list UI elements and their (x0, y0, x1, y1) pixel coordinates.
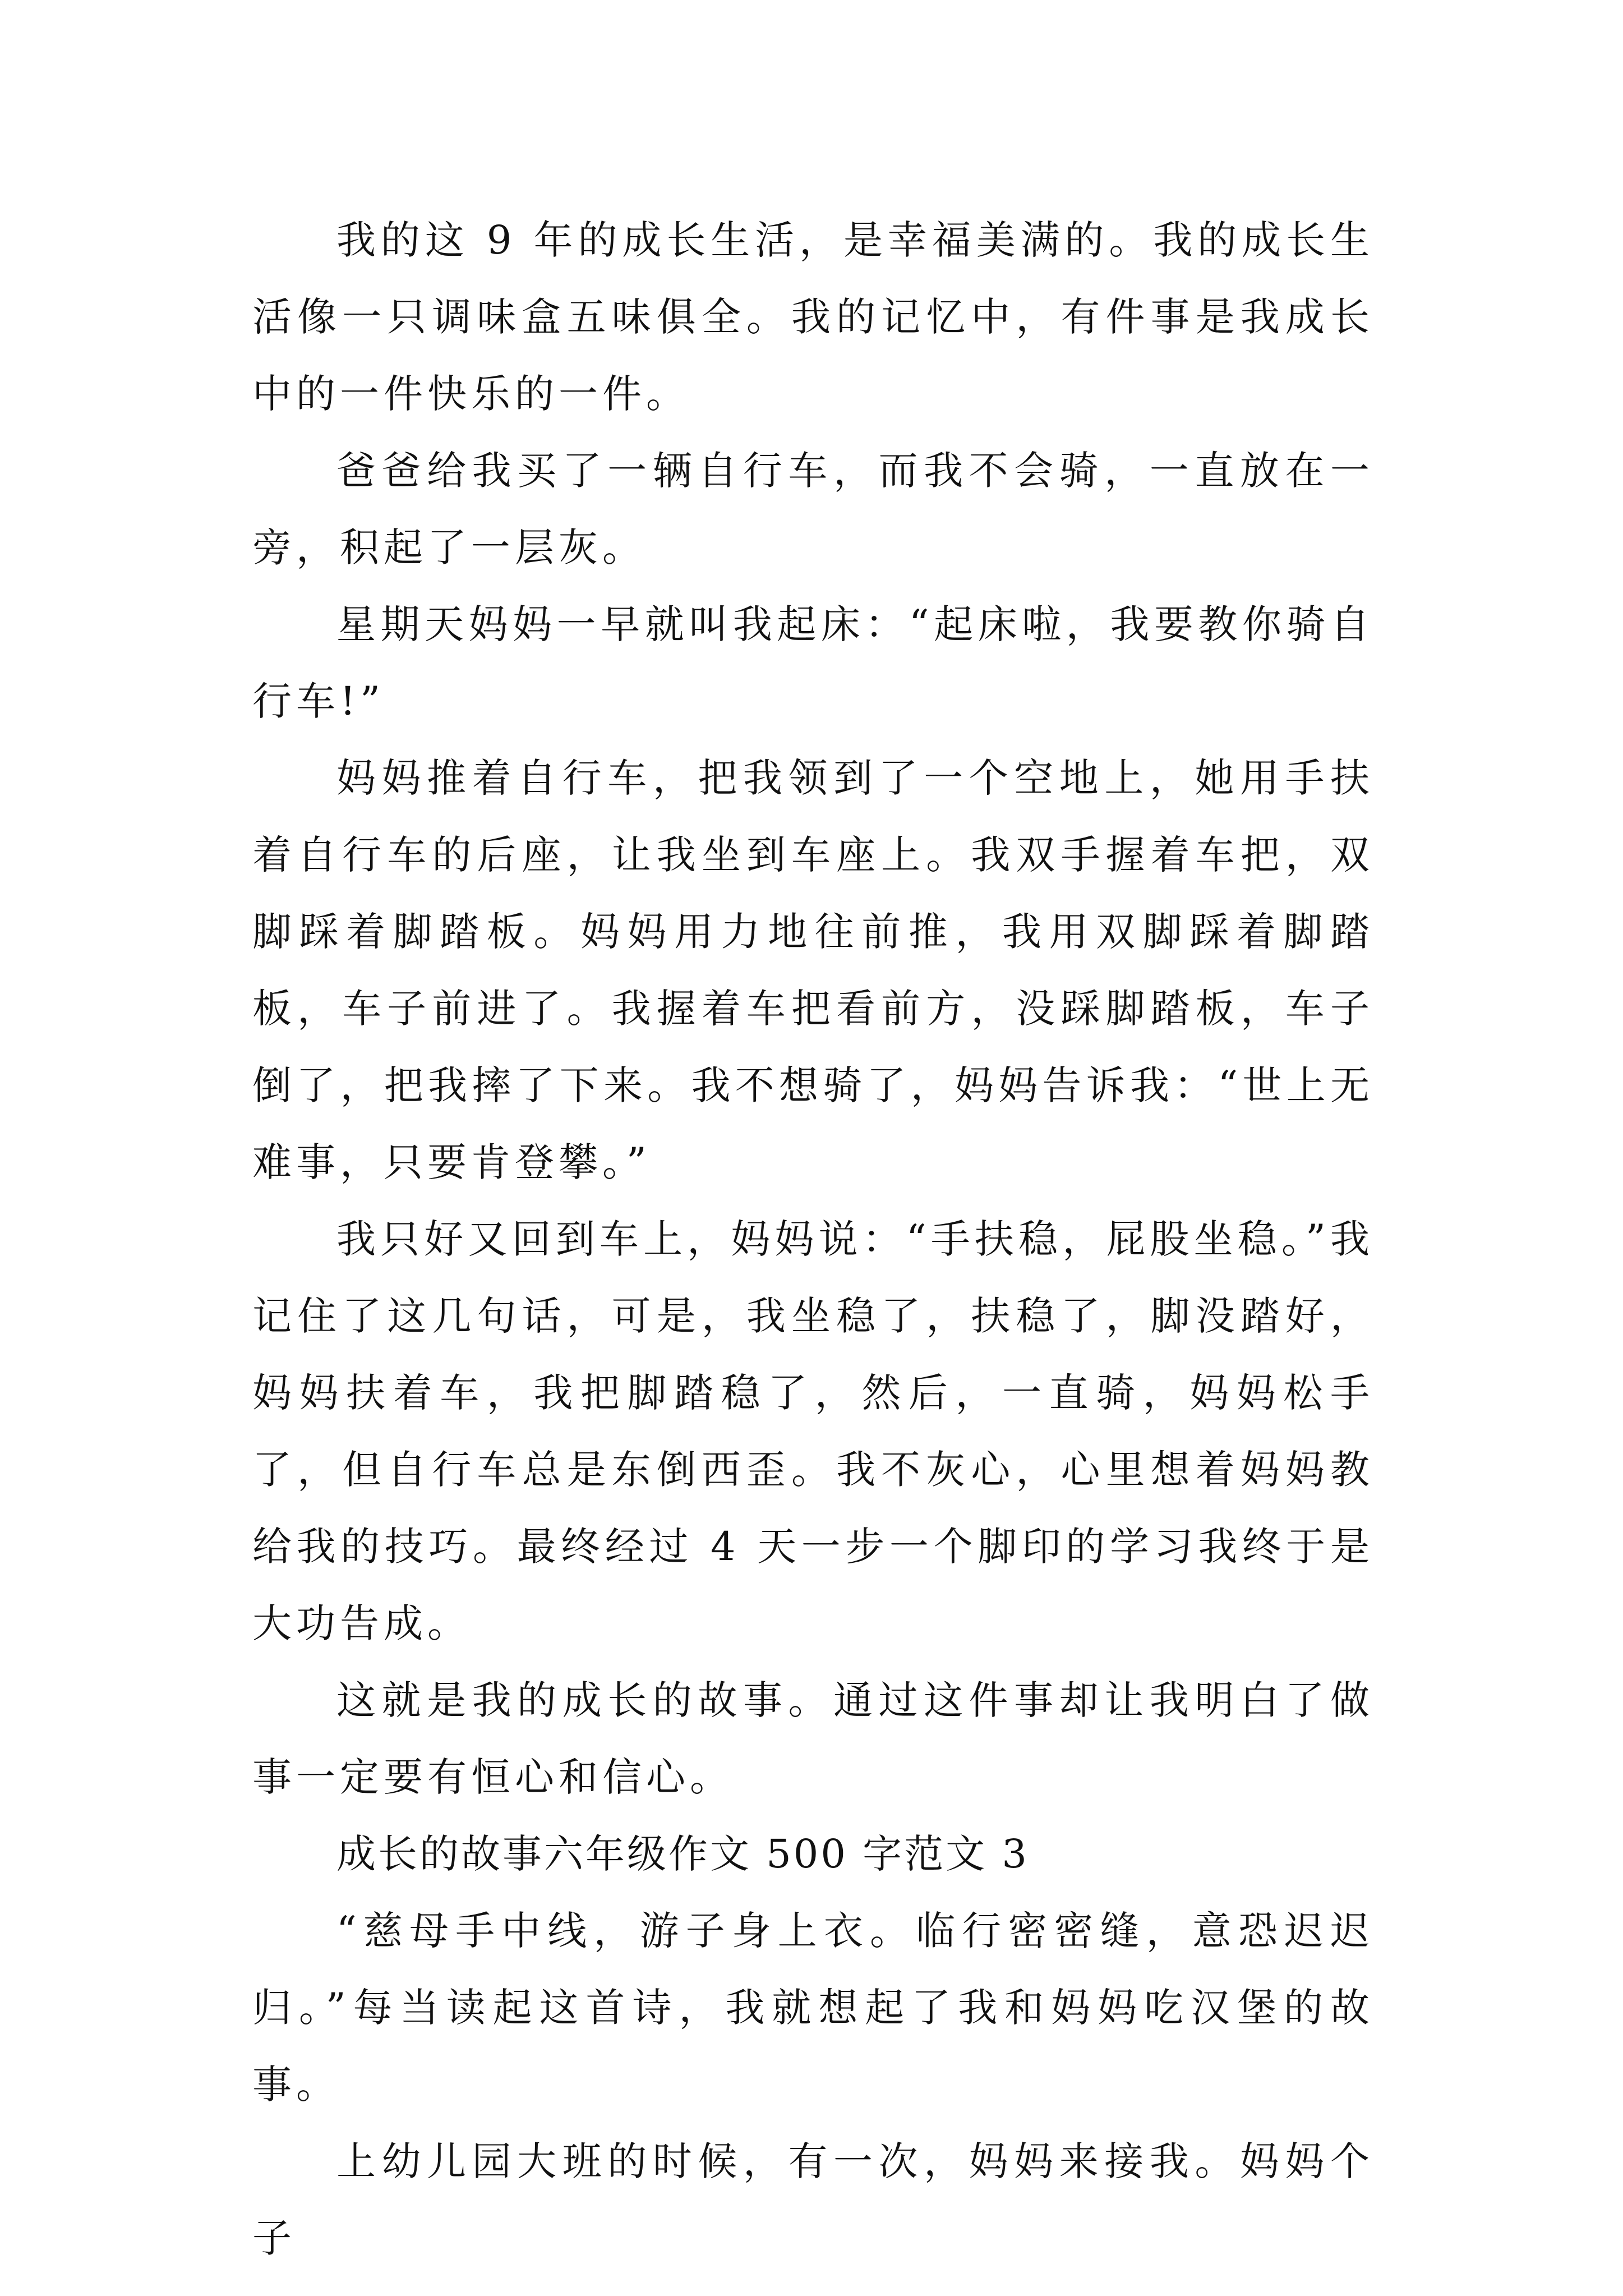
essay-body (252, 202, 1374, 2277)
paragraph-7: “慈母手中线，游子身上衣。临行密密缝，意恐迟迟归。”每当读起这首诗，我就想起了我和妈妈吃汉堡的故事。 (252, 1908, 1374, 2108)
paragraph-5: 我只好又回到车上，妈妈说：“手扶稳，屁股坐稳。”我记住了这几句话，可是，我坐稳了，扶稳了，脚没踏好，妈妈扶着车，我把脚踏稳了，然后，一直骑，妈妈松手了，但自行车总是东倒西歪。我不灰心，心里想着妈妈教给我的技巧。最终经过 4 天一步一个脚印的学习我终于是大功告成。 (252, 1216, 1374, 1646)
paragraph-4: 妈妈推着自行车，把我领到了一个空地上，她用手扶着自行车的后座，让我坐到车座上。我双手握着车把，双脚踩着脚踏板。妈妈用力地往前推，我用双脚踩着脚踏板，车子前进了。我握着车把看前方，没踩脚踏板，车子倒了，把我摔了下来。我不想骑了，妈妈告诉我：“世上无难事，只要肯登攀。” (252, 755, 1374, 1185)
paragraph-6: 这就是我的成长的故事。通过这件事却让我明白了做事一定要有恒心和信心。 (252, 1677, 1374, 1800)
paragraph-1: 我的这 9 年的成长生活，是幸福美满的。我的成长生活像一只调味盒五味俱全。我的记忆中，有件事是我成长中的一件快乐的一件。 (252, 217, 1374, 417)
essay-title-3: 成长的故事六年级作文 500 字范文 3 (336, 1831, 1029, 1877)
paragraph-2: 爸爸给我买了一辆自行车，而我不会骑，一直放在一旁，积起了一层灰。 (252, 448, 1374, 570)
paragraph-3: 星期天妈妈一早就叫我起床：“起床啦，我要教你骑自行车!” (252, 601, 1374, 724)
paragraph-8: 上幼儿园大班的时候，有一次，妈妈来接我。妈妈个子 (252, 2138, 1374, 2261)
